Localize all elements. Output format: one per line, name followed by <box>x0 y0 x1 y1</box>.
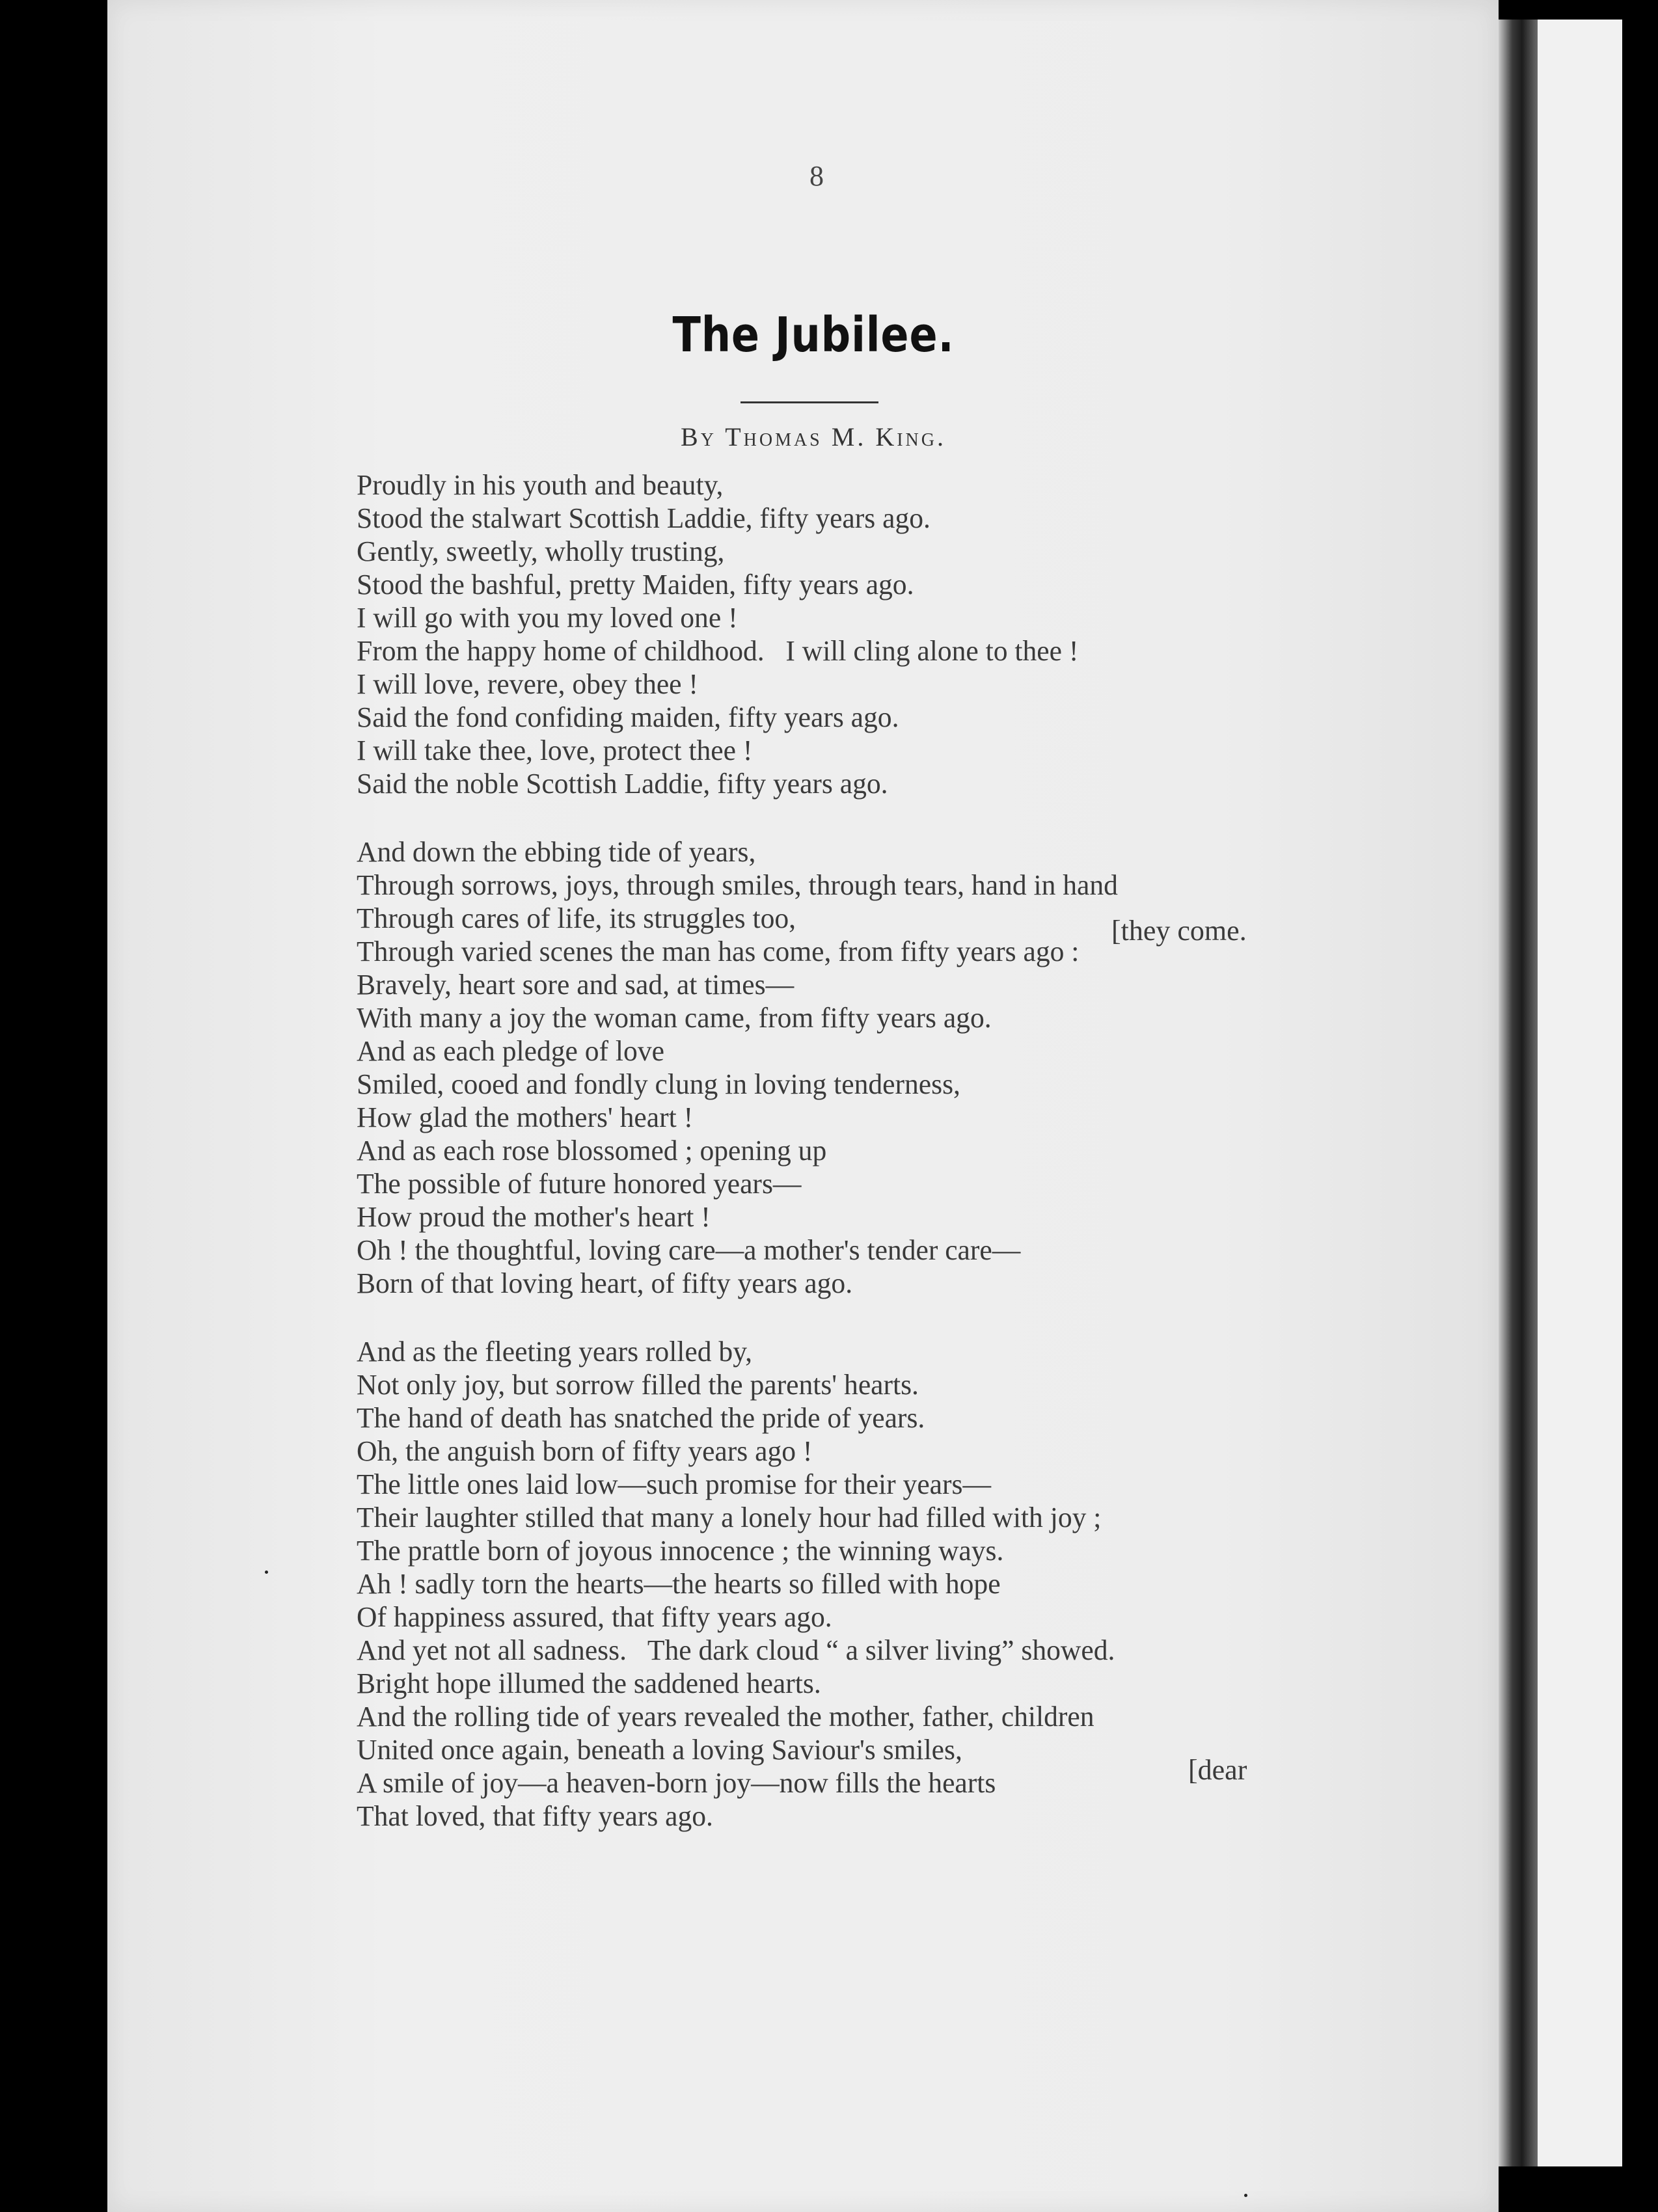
poem-line: That loved, that fifty years ago. <box>357 1800 713 1832</box>
poem-line: And as the fleeting years rolled by, <box>357 1336 753 1368</box>
turnover-dear: [dear <box>1188 1754 1247 1786</box>
poem-line: With many a joy the woman came, from fifty years ago. <box>357 1002 992 1034</box>
book-spine <box>1499 20 1538 2166</box>
paper-speck <box>265 1571 268 1574</box>
poem-line: The hand of death has snatched the pride of years. <box>357 1402 925 1434</box>
poem-line: Through varied scenes the man has come, from fifty years ago : <box>357 936 1080 967</box>
poem-line: Said the noble Scottish Laddie, fifty years ago. <box>357 768 888 800</box>
poem-line: The possible of future honored years— <box>357 1168 802 1200</box>
poem-line: United once again, beneath a loving Saviour's smiles, <box>357 1734 962 1766</box>
poem-line: Of happiness assured, that fifty years ago. <box>357 1601 832 1633</box>
poem-line: I will go with you my loved one ! <box>357 602 738 634</box>
title-divider <box>741 401 878 403</box>
poem-line: Not only joy, but sorrow filled the parents' hearts. <box>357 1369 919 1401</box>
poem-line: From the happy home of childhood. I will cling alone to thee ! <box>357 635 1079 667</box>
facing-page-edge <box>1538 20 1622 2166</box>
poem-line: Through sorrows, joys, through smiles, through tears, hand in hand <box>357 869 1118 901</box>
poem-line: Through cares of life, its struggles too, <box>357 902 796 934</box>
poem-line: How glad the mothers' heart ! <box>357 1101 694 1133</box>
poem-line: And as each pledge of love <box>357 1035 664 1067</box>
poem-line: How proud the mother's heart ! <box>357 1201 711 1233</box>
poem-body <box>357 468 1281 1833</box>
poem-line: Oh, the anguish born of fifty years ago ! <box>357 1435 813 1467</box>
stanza-2 <box>357 835 1281 1300</box>
poem-line: The prattle born of joyous innocence ; the winning ways. <box>357 1535 1004 1567</box>
poem-byline: By Thomas M. King. <box>681 422 946 452</box>
poem-line: Said the fond confiding maiden, fifty years ago. <box>357 701 899 733</box>
poem-line: A smile of joy—a heaven-born joy—now fills the hearts <box>357 1767 996 1799</box>
poem-line: Smiled, cooed and fondly clung in loving tenderness, <box>357 1068 960 1100</box>
poem-line: And the rolling tide of years revealed the mother, father, children <box>357 1701 1094 1733</box>
stanza-break <box>357 1300 1281 1335</box>
poem-line: Oh ! the thoughtful, loving care—a mother's tender care— <box>357 1234 1021 1266</box>
poem-line: And as each rose blossomed ; opening up <box>357 1135 827 1167</box>
poem-line: The little ones laid low—such promise for their years— <box>357 1468 992 1500</box>
turnover-they-come: [they come. <box>1111 915 1247 947</box>
poem-line: I will take thee, love, protect thee ! <box>357 735 753 766</box>
poem-line: I will love, revere, obey thee ! <box>357 668 698 700</box>
poem-line: And down the ebbing tide of years, <box>357 836 756 868</box>
poem-line: Stood the bashful, pretty Maiden, fifty years ago. <box>357 569 914 600</box>
stanza-3 <box>357 1335 1281 1833</box>
poem-line: Bright hope illumed the saddened hearts. <box>357 1667 821 1699</box>
poem-line: Gently, sweetly, wholly trusting, <box>357 535 725 567</box>
poem-title: The Jubilee. <box>672 307 955 363</box>
poem-line: And yet not all sadness. The dark cloud “ a silver living” showed. <box>357 1634 1115 1666</box>
poem-line: Born of that loving heart, of fifty years ago. <box>357 1267 853 1299</box>
paper-speck <box>1244 2194 1247 2197</box>
poem-line: Stood the stalwart Scottish Laddie, fifty years ago. <box>357 502 931 534</box>
page-number: 8 <box>809 160 824 192</box>
poem-line: Their laughter stilled that many a lonely hour had filled with joy ; <box>357 1502 1102 1533</box>
stanza-break <box>357 800 1281 835</box>
poem-line: Proudly in his youth and beauty, <box>357 469 724 501</box>
stanza-1 <box>357 468 1281 800</box>
poem-line: Ah ! sadly torn the hearts—the hearts so filled with hope <box>357 1568 1001 1600</box>
poem-line: Bravely, heart sore and sad, at times— <box>357 969 795 1001</box>
